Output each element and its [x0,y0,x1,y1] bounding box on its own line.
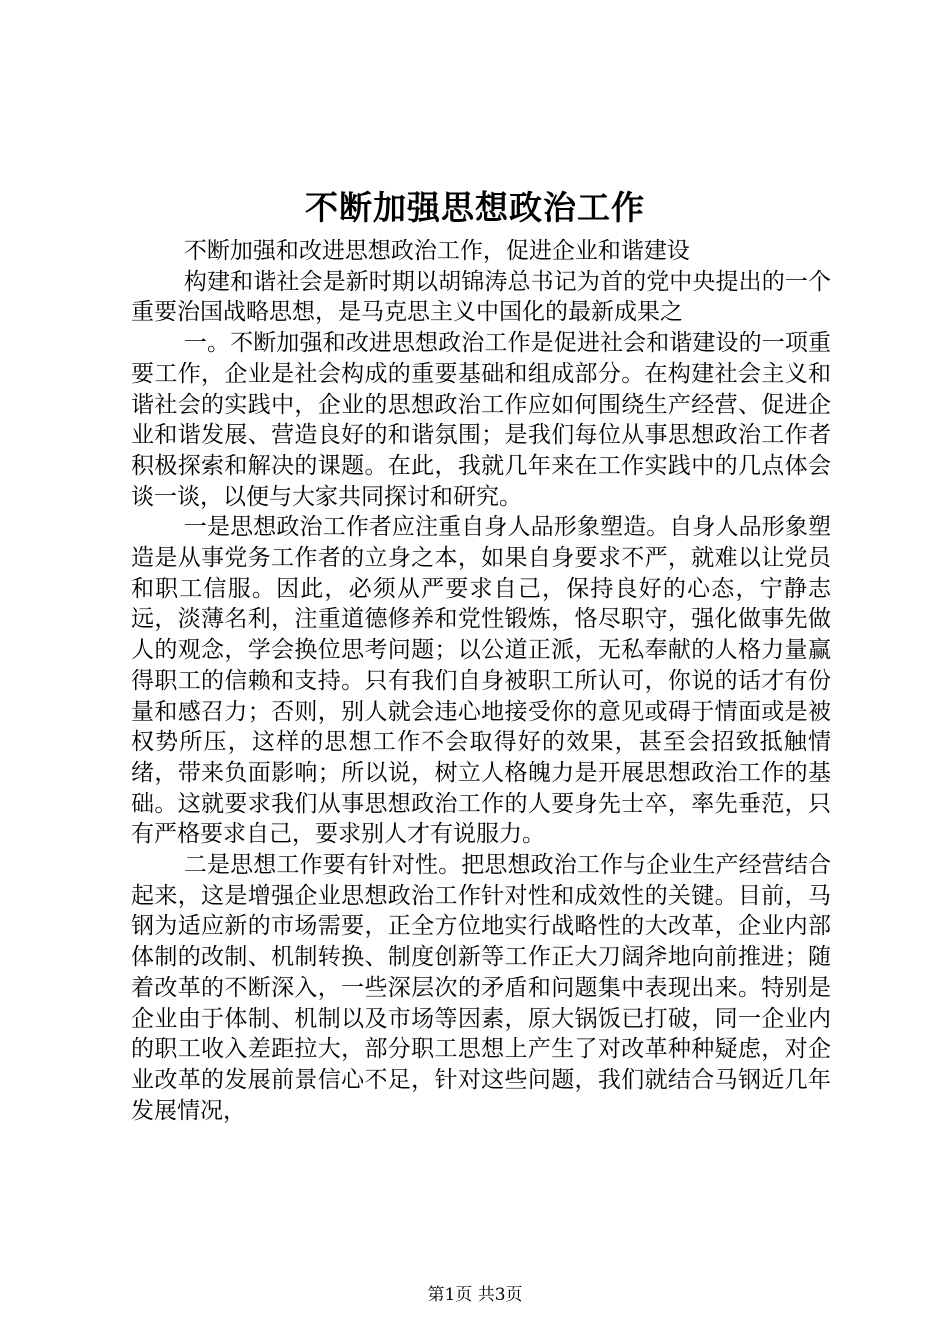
page-number-footer: 第1页 共3页 [427,1285,523,1305]
document-body [131,236,831,1126]
paragraph-one: 一。不断加强和改进思想政治工作是促进社会和谐建设的一项重要工作，企业是社会构成的重要基础和组成部分。在构建社会主义和谐社会的实践中，企业的思想政治工作应如何围绕生产经营、促进企业和谐发展、营造良好的和谐氛围；是我们每位从事思想政治工作者积极探索和解决的课题。在此，我就几年来在工作实践中的几点体会谈一谈，以便与大家共同探讨和研究。 [131,330,831,510]
document-title: 不断加强思想政治工作 [305,188,645,227]
paragraph-subtitle: 不断加强和改进思想政治工作，促进企业和谐建设 [183,238,690,264]
paragraph-point-one: 一是思想政治工作者应注重自身人品形象塑造。自身人品形象塑造是从事党务工作者的立身之本，如果自身要求不严，就难以让党员和职工信服。因此，必须从严要求自己，保持良好的心态，宁静志远，淡薄名利，注重道德修养和党性锻炼，恪尽职守，强化做事先做人的观念，学会换位思考问题；以公道正派，无私奉献的人格力量赢得职工的信赖和支持。只有我们自身被职工所认可，你说的话才有份量和感召力；否则，别人就会违心地接受你的意见或碍于情面或是被权势所压，这样的思想工作不会取得好的效果，甚至会招致抵触情绪，带来负面影响；所以说，树立人格魄力是开展思想政治工作的基础。这就要求我们从事思想政治工作的人要身先士卒，率先垂范，只有严格要求自己，要求别人才有说服力。 [131,514,831,848]
paragraph-intro: 构建和谐社会是新时期以胡锦涛总书记为首的党中央提出的一个重要治国战略思想，是马克思主义中国化的最新成果之 [131,268,831,326]
paragraph-point-two: 二是思想工作要有针对性。把思想政治工作与企业生产经营结合起来，这是增强企业思想政治工作针对性和成效性的关键。目前，马钢为适应新的市场需要，正全方位地实行战略性的大改革，企业内部体制的改制、机制转换、制度创新等工作正大刀阔斧地向前推进；随着改革的不断深入，一些深层次的矛盾和问题集中表现出来。特别是企业由于体制、机制以及市场等因素，原大锅饭已打破，同一企业内的职工收入差距拉大，部分职工思想上产生了对改革种种疑虑，对企业改革的发展前景信心不足，针对这些问题，我们就结合马钢近几年发展情况， [131,852,831,1124]
